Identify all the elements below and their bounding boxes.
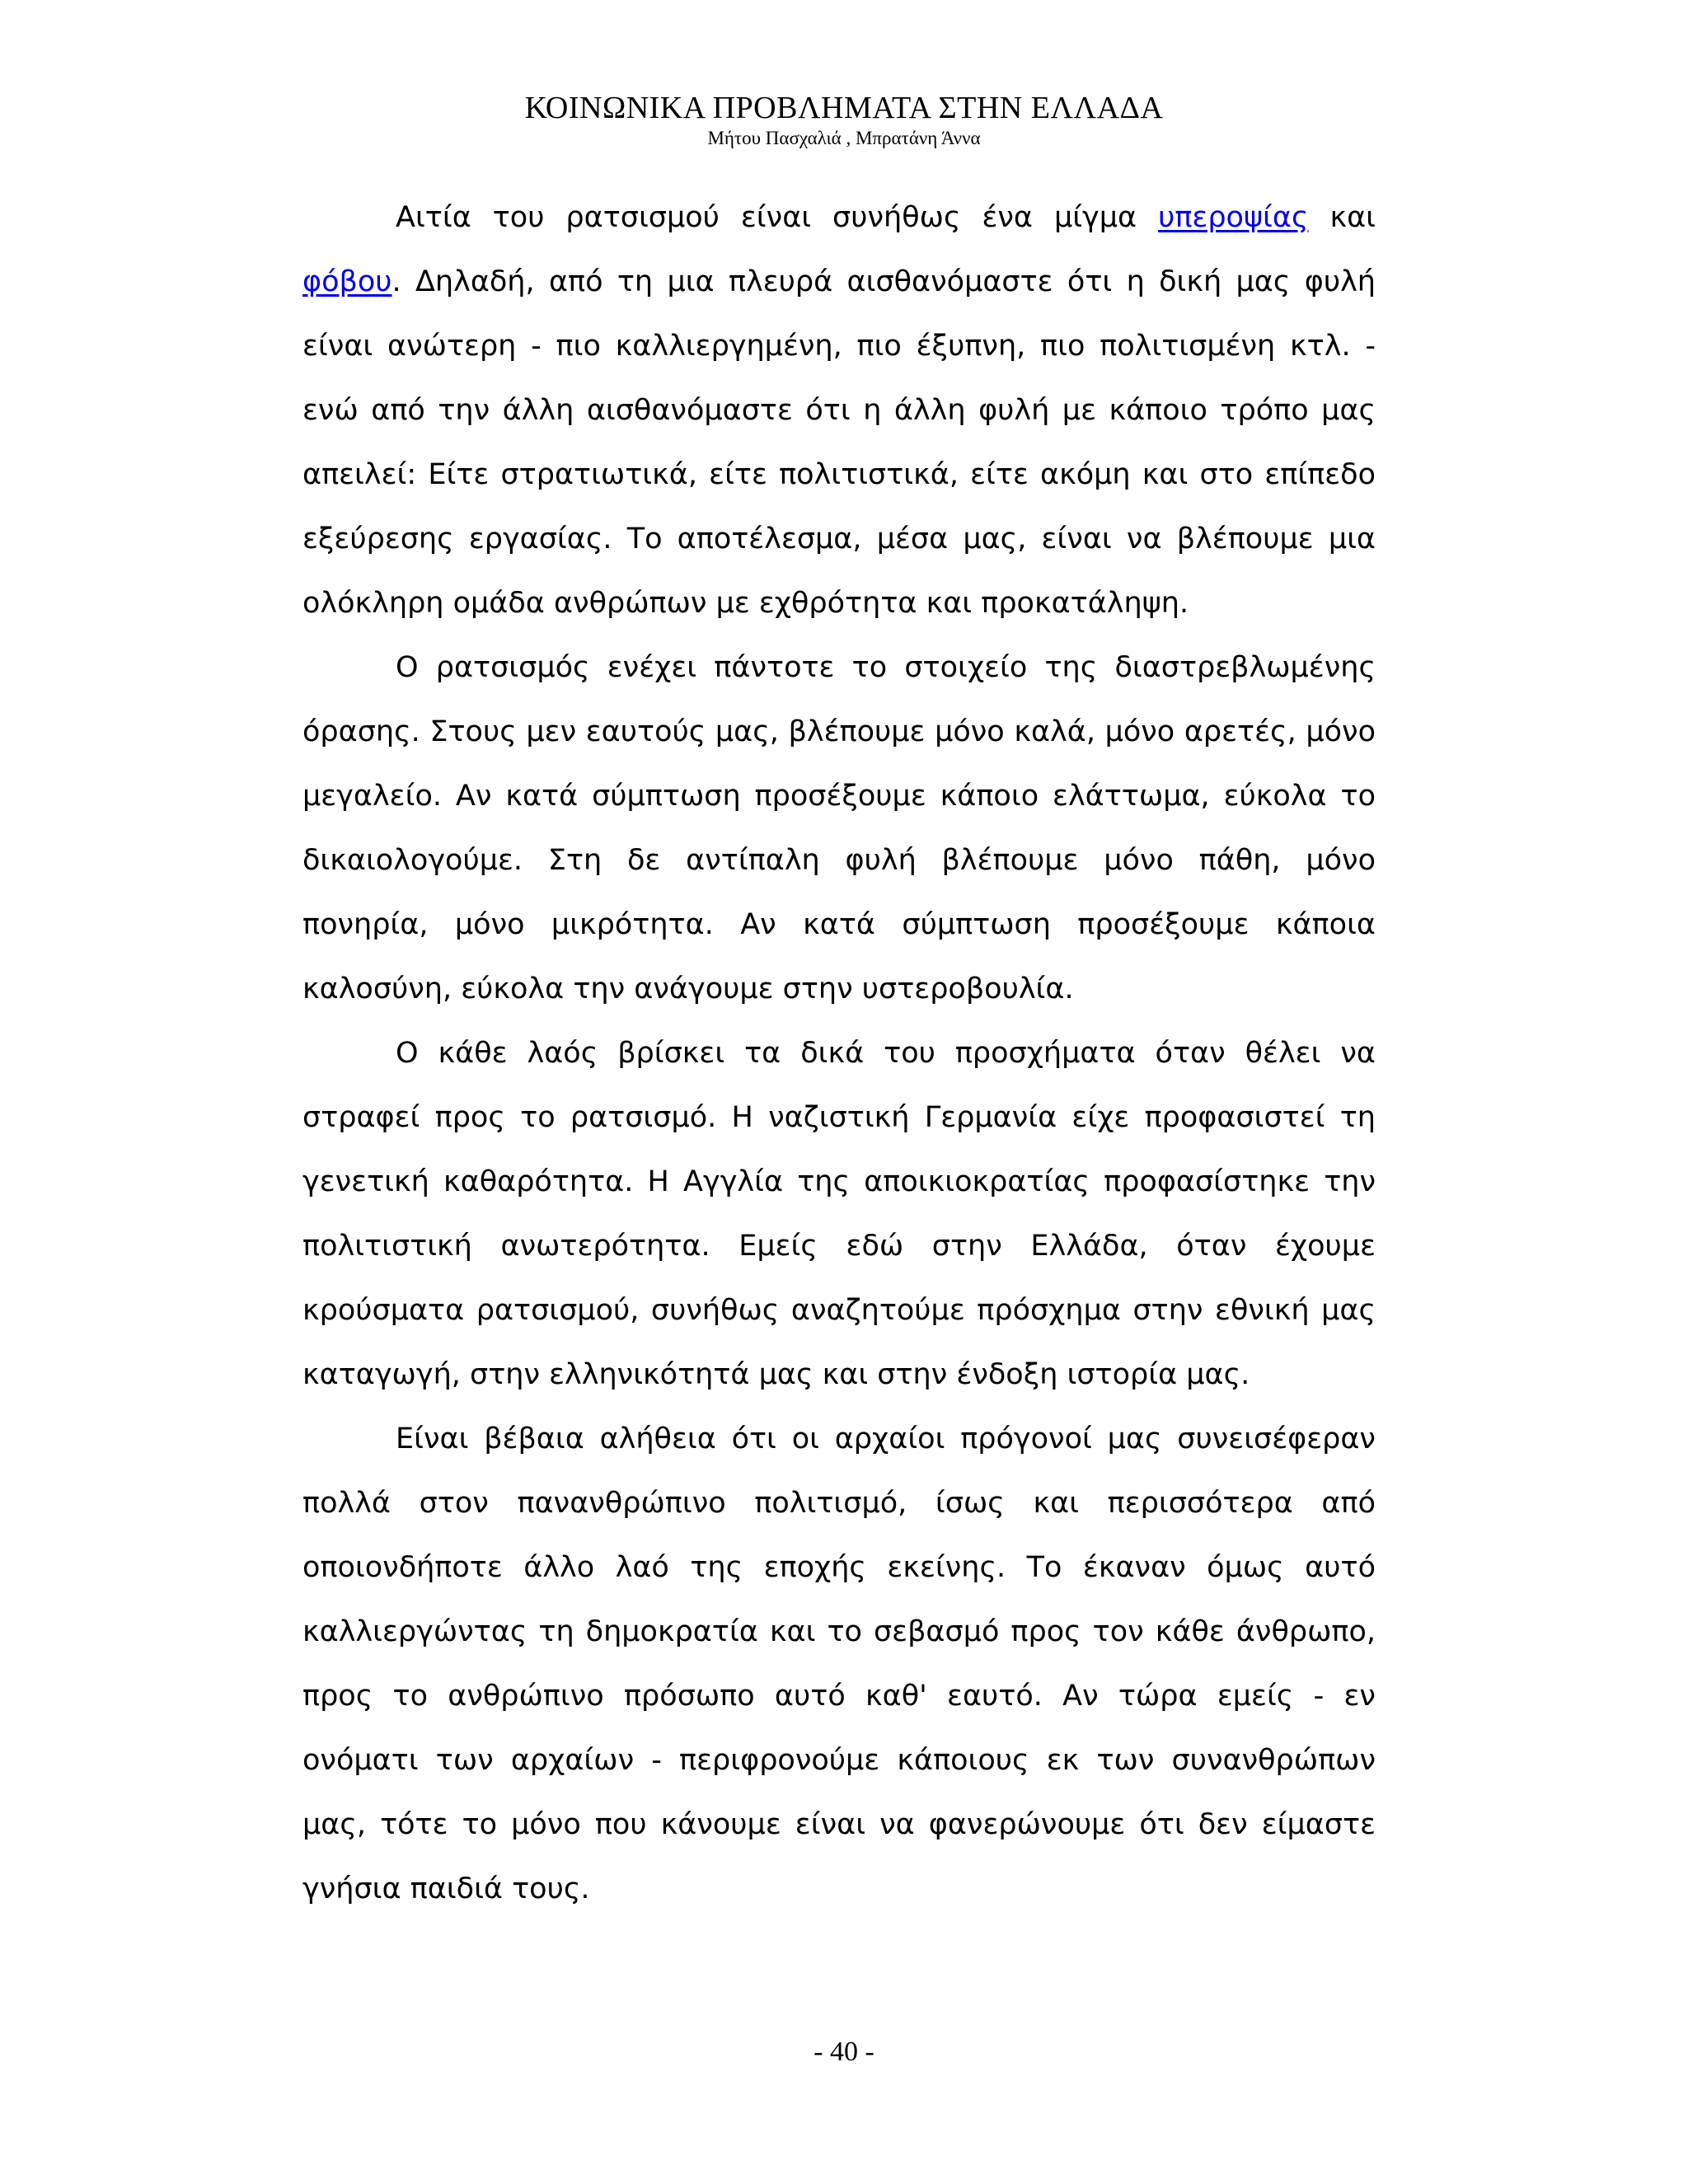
- document-authors: Μήτου Πασχαλιά , Μπρατάνη Άννα: [707, 128, 981, 148]
- document-title: ΚΟΙΝΩΝΙΚΑ ΠΡΟΒΛΗΜΑΤΑ ΣΤΗΝ ΕΛΛΑΔΑ: [524, 91, 1164, 125]
- paragraph-1-text-start: Αιτία του ρατσισμού είναι συνήθως ένα μίγμα: [396, 201, 1159, 234]
- paragraph-1-text-end: . Δηλαδή, από τη μια πλευρά αισθανόμαστε ότι η δική μας φυλή είναι ανώτερη - πιο καλλιεργημένη, πιο έξυπνη, πιο πολιτισμένη κτλ. - ενώ από την άλλη αισθανόμαστε ότι η άλλη φυλή με κάποιο τρόπο μας απειλεί: Είτε στρατιωτικά, είτε πολιτιστικά, είτε ακόμη και στο επίπεδο εξεύρεσης εργασίας. Το αποτέλεσμα, μέσα μας, είναι να βλέπουμε μια ολόκληρη ομάδα ανθρώπων με εχθρότητα και προκατάληψη.: [302, 265, 1376, 620]
- link-fovou[interactable]: φόβου: [302, 265, 392, 298]
- page-header: [0, 89, 1688, 150]
- paragraph-1-text-mid: και: [1308, 201, 1376, 234]
- page-number: - 40 -: [814, 2036, 874, 2067]
- paragraph-2: Ο ρατσισμός ενέχει πάντοτε το στοιχείο της διαστρεβλωμένης όρασης. Στους μεν εαυτούς μας, βλέπουμε μόνο καλά, μόνο αρετές, μόνο μεγαλείο. Αν κατά σύμπτωση προσέξουμε κάποιο ελάττωμα, εύκολα το δικαιολογούμε. Στη δε αντίπαλη φυλή βλέπουμε μόνο πάθη, μόνο πονηρία, μόνο μικρότητα. Αν κατά σύμπτωση προσέξουμε κάποια καλοσύνη, εύκολα την ανάγουμε στην υστεροβουλία.: [302, 651, 1376, 1005]
- paragraph-1: [302, 185, 1376, 635]
- link-ypeopsias[interactable]: υπεροψίας: [1158, 201, 1309, 234]
- paragraph-3: Ο κάθε λαός βρίσκει τα δικά του προσχήματα όταν θέλει να στραφεί προς το ρατσισμό. Η ναζιστική Γερμανία είχε προφασιστεί τη γενετική καθαρότητα. Η Αγγλία της αποικιοκρατίας προφασίστηκε την πολιτιστική ανωτερότητα. Εμείς εδώ στην Ελλάδα, όταν έχουμε κρούσματα ρατσισμού, συνήθως αναζητούμε πρόσχημα στην εθνική μας καταγωγή, στην ελληνικότητά μας και στην ένδοξη ιστορία μας.: [302, 1037, 1376, 1391]
- paragraph-4: Είναι βέβαια αλήθεια ότι οι αρχαίοι πρόγονοί μας συνεισέφεραν πολλά στον πανανθρώπινο πολιτισμό, ίσως και περισσότερα από οποιονδήποτε άλλο λαό της εποχής εκείνης. Το έκαναν όμως αυτό καλλιεργώντας τη δημοκρατία και το σεβασμό προς τον κάθε άνθρωπο, προς το ανθρώπινο πρόσωπο αυτό καθ' εαυτό. Αν τώρα εμείς - εν ονόματι των αρχαίων - περιφρονούμε κάποιους εκ των συνανθρώπων μας, τότε το μόνο που κάνουμε είναι να φανερώνουμε ότι δεν είμαστε γνήσια παιδιά τους.: [302, 1422, 1376, 1905]
- document-body: [302, 185, 1376, 1921]
